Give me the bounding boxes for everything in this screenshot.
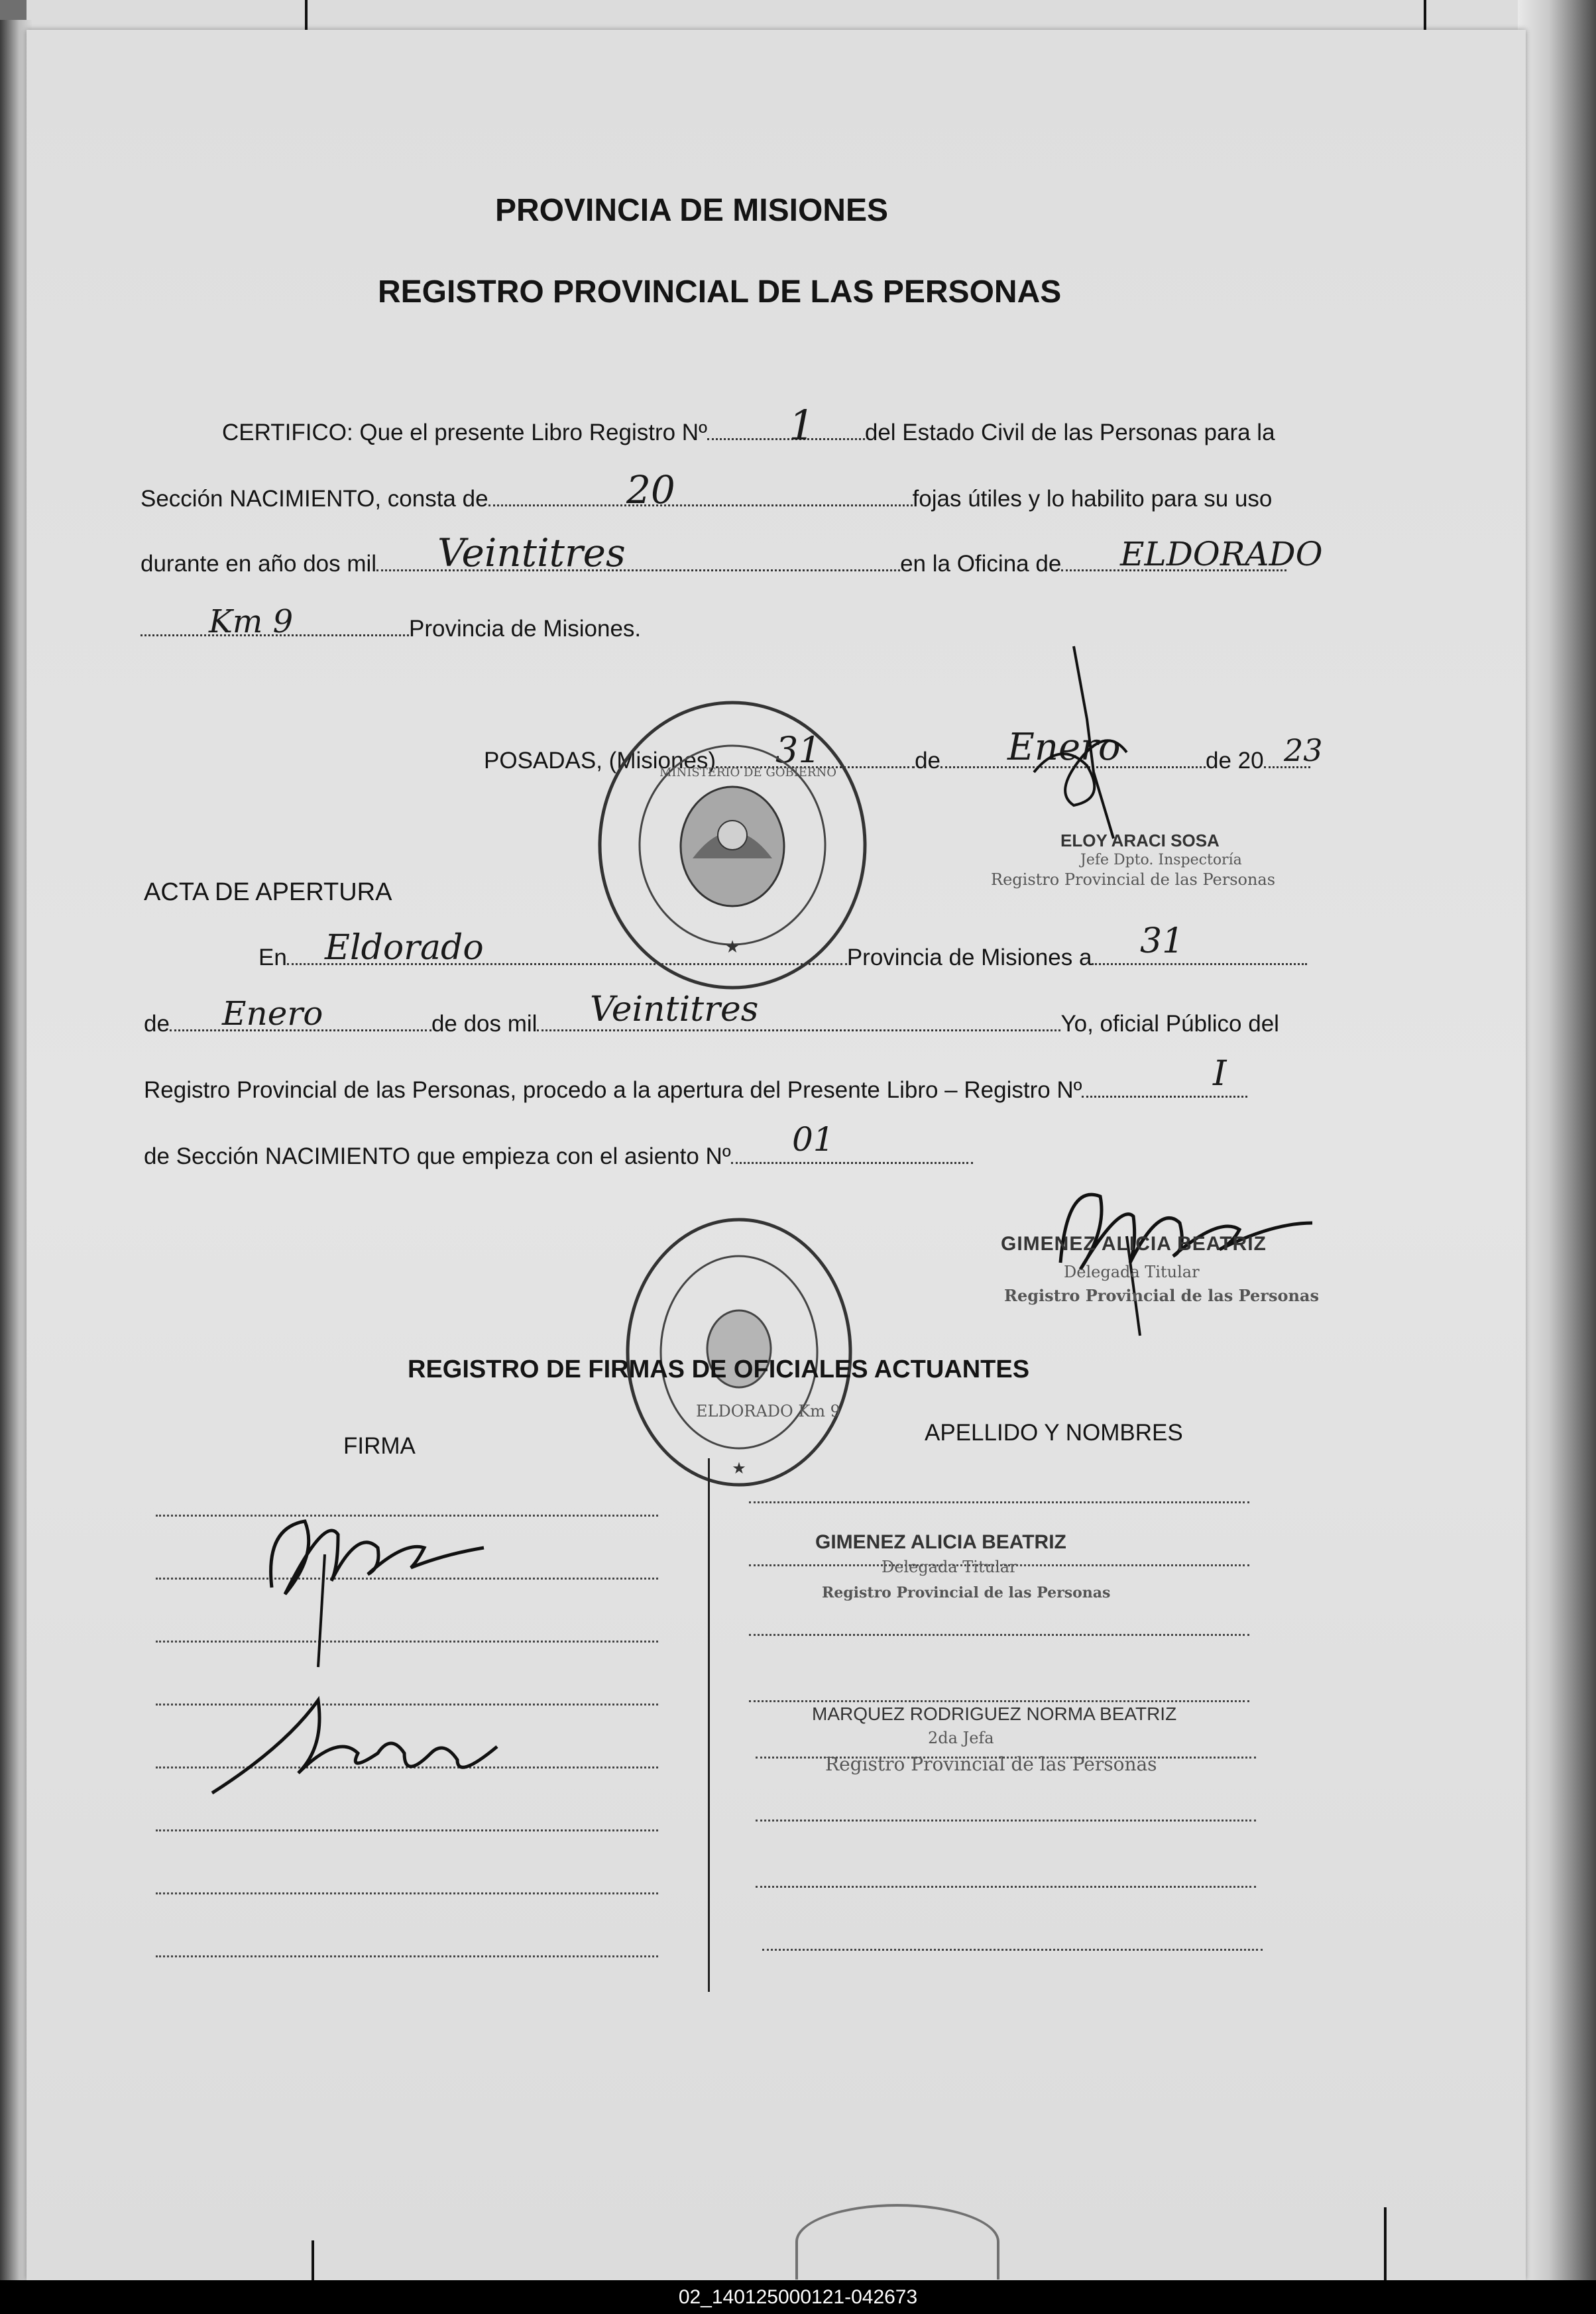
field-acta-asiento: [731, 1161, 973, 1164]
inspector-org: Registro Provincial de las Personas: [991, 870, 1276, 889]
signature-firma-1: [245, 1475, 510, 1674]
nombre-line-7: [756, 1886, 1256, 1888]
acta-line-1-en: En: [258, 945, 287, 970]
underlying-rule-right: [1424, 0, 1426, 30]
hw-oficina-2: Km 9: [209, 603, 294, 640]
acta-line-4-text: de Sección NACIMIENTO que empieza con el asiento Nº: [144, 1143, 731, 1169]
field-acta-libro: [1082, 1095, 1247, 1098]
cert-line-2-text-b: fojas útiles y lo habilito para su uso: [912, 486, 1273, 512]
hw-mes: Enero: [1007, 726, 1121, 769]
cert-line-4-text-a: Provincia de Misiones.: [409, 616, 642, 642]
cert-line-2-text-a: Sección NACIMIENTO, consta de: [141, 486, 488, 512]
hw-oficina-1: ELDORADO: [1120, 535, 1323, 573]
signature-firma-2: [205, 1674, 510, 1806]
svg-text:★: ★: [724, 937, 740, 956]
acta-line-2-dosmil: de dos mil: [431, 1011, 538, 1037]
page-title: PROVINCIA DE MISIONES: [495, 193, 888, 228]
hw-acta-lugar: Eldorado: [325, 928, 484, 968]
nombre-line-8: [762, 1949, 1263, 1951]
hw-anio: Veintitres: [437, 530, 626, 575]
seal1-inner-text: MINISTERIO DE GOBIERNO: [659, 766, 836, 780]
underlying-stamp-fragment: [795, 2204, 999, 2280]
page-subtitle: REGISTRO PROVINCIAL DE LAS PERSONAS: [378, 274, 1062, 310]
document-page: [27, 30, 1526, 2280]
firma-entry-1-name: GIMENEZ ALICIA BEATRIZ: [815, 1531, 1066, 1553]
hw-acta-libro: I: [1213, 1054, 1227, 1094]
cert-line-1-text-a: CERTIFICO: Que el presente Libro Registro Nº: [222, 420, 707, 445]
nombre-line-6: [756, 1820, 1256, 1822]
nombre-line-3: [749, 1634, 1249, 1636]
firma-entry-2-role: 2da Jefa: [928, 1729, 994, 1747]
field-acta-dia: [1092, 962, 1307, 965]
field-libro-number: [707, 437, 865, 440]
footer-id: 02_140125000121-042673: [0, 2280, 1596, 2314]
firma-entry-2-org: Registro Provincial de las Personas: [825, 1753, 1157, 1775]
firmas-title: REGISTRO DE FIRMAS DE OFICIALES ACTUANTES: [408, 1356, 1030, 1383]
hw-acta-mes: Enero: [222, 994, 323, 1033]
firma-entry-1-role: Delegada Titular: [882, 1558, 1017, 1576]
posadas-de-2: de 20: [1206, 748, 1264, 774]
cert-line-1-text-b: del Estado Civil de las Personas para la: [864, 420, 1275, 445]
hw-acta-asiento: 01: [792, 1120, 834, 1159]
hw-acta-dia: 31: [1140, 921, 1184, 961]
firma-line-7: [156, 1892, 658, 1894]
hw-fojas: 20: [626, 467, 675, 512]
field-fojas: [488, 504, 913, 506]
cert-line-3-text-a: durante en año dos mil: [141, 551, 377, 577]
posadas-de-1: de: [915, 748, 941, 774]
acta-line-2-de: de: [144, 1011, 170, 1037]
hw-libro-number: 1: [789, 401, 815, 449]
inspector-role: Jefe Dpto. Inspectoría: [1080, 852, 1242, 868]
underlying-rule-left: [305, 0, 308, 30]
firma-entry-1-org: Registro Provincial de las Personas: [822, 1584, 1111, 1601]
hw-anio-2: 23: [1284, 732, 1323, 768]
firma-line-8: [156, 1955, 658, 1957]
svg-text:★: ★: [732, 1460, 746, 1477]
posadas-label: POSADAS, (Misiones): [484, 748, 716, 774]
firmas-divider: [708, 1458, 710, 1992]
delegada-top-name: GIMENEZ ALICIA BEATRIZ: [1001, 1233, 1267, 1255]
cert-line-3-text-b: en la Oficina de: [900, 551, 1062, 577]
hw-acta-anio: Veintitres: [590, 990, 759, 1029]
delegada-top-role: Delegada Titular: [1064, 1263, 1200, 1281]
cert-line-1: [222, 420, 1275, 446]
inspector-name: ELOY ARACI SOSA: [1060, 831, 1220, 850]
acta-line-1-text: Provincia de Misiones a: [846, 945, 1092, 970]
firma-line-6: [156, 1829, 658, 1831]
page-edge-right: [1518, 0, 1596, 2280]
nombre-line-1: [749, 1501, 1249, 1503]
cert-line-2: [141, 486, 1272, 512]
cert-line-3: [141, 551, 1286, 577]
col-nombres-header: APELLIDO Y NOMBRES: [925, 1420, 1183, 1446]
firma-entry-2-name: MARQUEZ RODRIGUEZ NORMA BEATRIZ: [812, 1704, 1177, 1724]
delegada-top-org: Registro Provincial de las Personas: [1004, 1286, 1319, 1305]
acta-line-3-text: Registro Provincial de las Personas, procedo a la apertura del Presente Libro – Registro Nº: [144, 1077, 1082, 1103]
nombre-line-4: [749, 1700, 1249, 1702]
acta-line-4: [144, 1143, 973, 1170]
acta-line-3: [144, 1077, 1247, 1104]
underlying-bottom-rule-right: [1384, 2207, 1387, 2280]
col-firma-header: FIRMA: [343, 1433, 416, 1459]
seal-delegacion-icon: [616, 1210, 862, 1495]
seal2-inner-text: ELDORADO Km 9: [696, 1402, 840, 1420]
hw-dia: 31: [775, 729, 821, 771]
acta-title: ACTA DE APERTURA: [144, 878, 392, 906]
underlying-bottom-rule: [312, 2240, 314, 2280]
seal-delegacion: [616, 1210, 862, 1495]
acta-line-2-text: Yo, oficial Público del: [1060, 1011, 1279, 1037]
